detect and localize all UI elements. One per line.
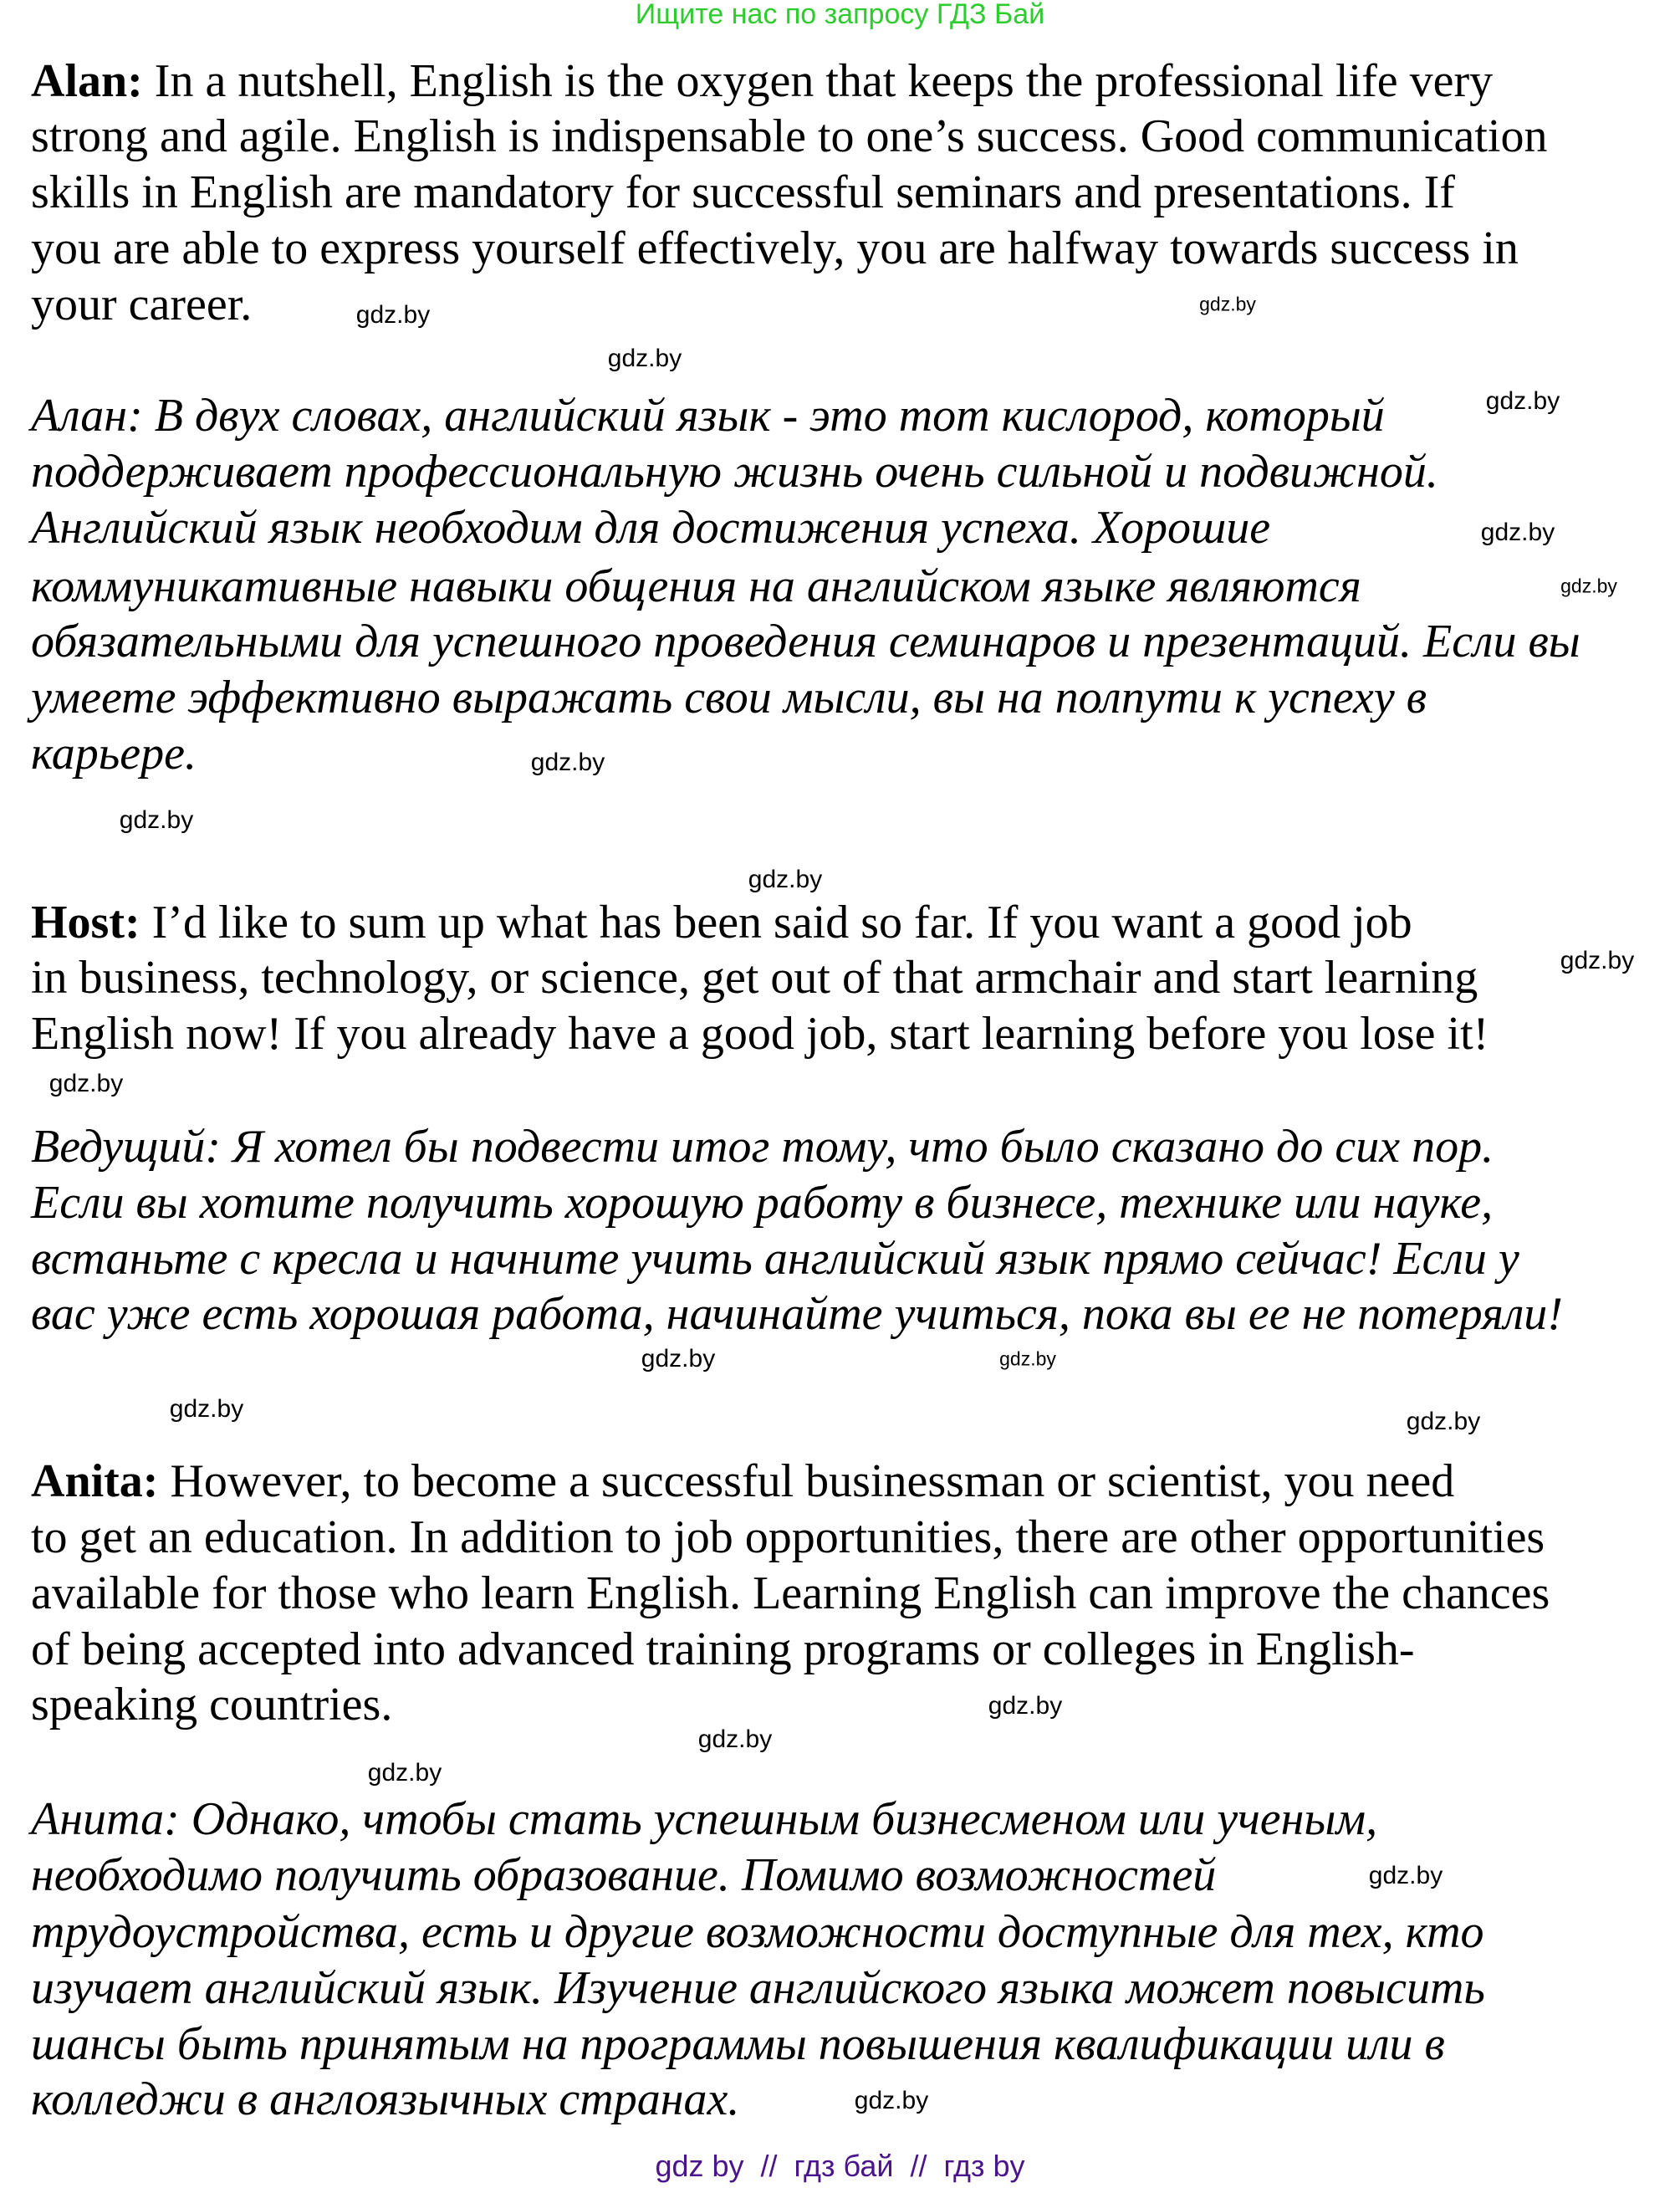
alan-ru-line: Алан: В двух словах, английский язык - это тот кислород, который [31,390,1385,442]
watermark: gdz.by [355,301,431,329]
host-line: in business, technology, or science, get out of that armchair and start learning [31,952,1478,1004]
anita-ru-line: шансы быть принятым на программы повышения квалификации или в [31,2018,1445,2070]
watermark: gdz.by [641,1345,716,1373]
alan-line: strong and agile. English is indispensable to one’s success. Good communication [31,110,1548,162]
watermark: gdz.by [169,1395,244,1423]
watermark: gdz.by [854,2087,929,2114]
watermark: gdz.by [1199,293,1256,315]
alan-line: skills in English are mandatory for successful seminars and presentations. If [31,166,1455,218]
watermark: gdz.by [119,806,194,834]
host-ru-line: встаньте с кресла и начните учить английский язык прямо сейчас! Если у [31,1233,1519,1285]
host-ru-line: вас уже есть хорошая работа, начинайте учиться, пока вы ее не потеряли! [31,1288,1563,1340]
text: In a nutshell, English is the oxygen that keeps the professional life very [142,55,1494,107]
alan-ru-line: коммуникативные навыки общения на английском языке являются [31,560,1361,612]
anita-line: available for those who learn English. Learning English can improve the chances [31,1567,1550,1619]
anita-ru-line: колледжи в англоязычных странах. [31,2073,740,2125]
watermark: gdz.by [367,1759,442,1787]
footer-links: gdz by // гдз бай // гдз by [655,2149,1025,2183]
alan-line [31,56,1493,106]
watermark: gdz.by [607,345,682,372]
anita-line: of being accepted into advanced training programs or colleges in English- [31,1623,1415,1675]
speaker-label: Anita: [31,1455,159,1507]
watermark: gdz.by [748,866,823,893]
host-ru-line: Ведущий: Я хотел бы подвести итог тому, что было сказано до сих пор. [31,1121,1494,1173]
watermark: gdz.by [1560,947,1635,974]
anita-ru-line: трудоустройства, есть и другие возможности доступные для тех, кто [31,1906,1484,1958]
text: I’d like to sum up what has been said so far. If you want a good job [140,897,1412,948]
anita-line: speaking countries. [31,1679,393,1730]
alan-ru-line: умеете эффективно выражать свои мысли, вы на полпути к успеху в [31,672,1427,723]
speaker-label: Alan: [31,55,143,107]
watermark: gdz.by [697,1725,773,1753]
alan-ru-line: поддерживает профессиональную жизнь очень сильной и подвижной. [31,446,1438,498]
watermark: gdz.by [1485,387,1560,415]
alan-line: your career. [31,279,253,330]
watermark: gdz.by [988,1692,1063,1720]
speaker-label: Host: [31,897,140,948]
alan-ru-line: карьере. [31,728,197,780]
anita-ru-line: необходимо получить образование. Помимо возможностей [31,1849,1217,1901]
anita-ru-line: изучает английский язык. Изучение английского языка может повысить [31,1962,1485,2014]
anita-line: to get an education. In addition to job opportunities, there are other opportunities [31,1511,1545,1563]
alan-ru-line: обязательными для успешного проведения семинаров и презентаций. Если вы [31,616,1580,667]
watermark: gdz.by [49,1070,124,1097]
watermark: gdz.by [1406,1408,1481,1435]
anita-line [31,1456,1454,1506]
alan-ru-line: Английский язык необходим для достижения успеха. Хорошие [31,502,1271,554]
host-ru-line: Если вы хотите получить хорошую работу в бизнесе, технике или науке, [31,1177,1494,1229]
alan-line: you are able to express yourself effectively, you are halfway towards success in [31,222,1519,274]
watermark: gdz.by [1480,519,1555,546]
watermark: gdz.by [999,1347,1056,1370]
watermark: gdz.by [1368,1862,1443,1889]
host-line: English now! If you already have a good job, start learning before you lose it! [31,1008,1489,1060]
watermark: gdz.by [1560,575,1617,597]
anita-ru-line: Анита: Однако, чтобы стать успешным бизнесменом или ученым, [31,1793,1378,1845]
host-line [31,897,1412,948]
watermark: gdz.by [530,749,605,776]
search-hint-banner: Ищите нас по запросу ГДЗ Бай [635,0,1045,30]
text: However, to become a successful businessman or scientist, you need [158,1455,1455,1507]
